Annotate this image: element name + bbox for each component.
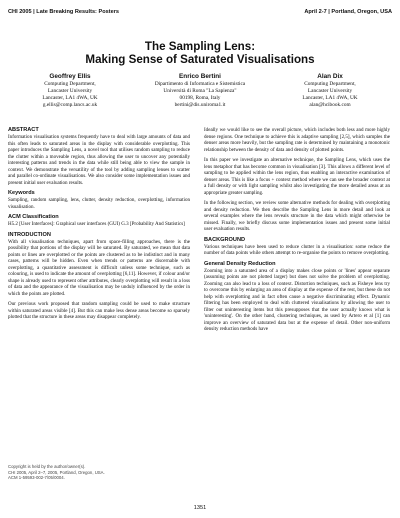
author-block (8, 73, 392, 109)
abstract-heading: ABSTRACT (8, 127, 39, 133)
copyright-line: CHI 2005, April 2–7, 2005, Portland, Oregon, USA. (8, 469, 105, 475)
keywords-text: Sampling, random sampling, lens, clutter, density reduction, overplotting, information visualisation. (8, 197, 190, 210)
introduction-heading: INTRODUCTION (8, 231, 51, 238)
author-affiliation: Computing Department, (44, 81, 96, 87)
title-line-2: Making Sense of Saturated Visualisations (85, 53, 315, 66)
author-email: alan@hcibook.com (309, 102, 351, 109)
author-1 (8, 73, 132, 109)
left-column (8, 127, 190, 325)
author-affiliation: Dipartimento di Informatica e Sistemistica (154, 81, 246, 87)
author-address: Lancaster, LA1 4WA, UK (302, 95, 358, 102)
body-paragraph-3: In the following section, we review some alternative methods for dealing with overplotting and density reduction. We then describe the Sampling Lens in more detail and look at several examples where the lens reveals structure in the data which might otherwise be missed. Finally, we briefly discuss some implementation issues and present some initial user evaluation results. (204, 200, 390, 232)
acm-text: H5.2 [User Interfaces]: Graphical user interfaces (GUI) G.3 [Probability And Statistics] (8, 221, 185, 227)
author-2 (138, 73, 262, 109)
header-right: April 2-7 | Portland, Oregon, USA (304, 9, 392, 15)
author-institution: Lancaster University (47, 88, 93, 95)
header-left: CHI 2005 | Late Breaking Results: Posters (8, 9, 119, 15)
author-name: Geoffrey Ellis (49, 73, 91, 80)
density-reduction-text: Zooming into a saturated area of a display makes close points or 'lines' appear separate (assuming points are not plotted larger) but does not solve the problem of overplotting. Zooming can also lead to a loss of context. Distortion techniques, such as Fisheye lens try to overcome this by enlarging an area of display at the expense of the rest, but these do not help with overplotting and in fact often cause a negative discriminating effect. Dynamic filtering has been employed to deal with cluttered visualisations by allowing the user to filter out uninteresting items but this presupposes that the user actually knows what is 'uninteresting'. On the other hand, clustering techniques, as used by Artero et al [1] can improve an overview of saturated data but at the expense of detail. Other non-uniform density reduction methods have (204, 267, 390, 332)
author-email: bertini@dis.uniroma1.it (174, 102, 226, 109)
background-text: Various techniques have been used to reduce clutter in a visualisation: some reduce the number of data points while others attempt to re-organise the points to remove overplotting. (204, 243, 390, 256)
abstract-text: Information visualisation systems frequently have to deal with large amounts of data and this often leads to saturated areas in the display with considerable overplotting. This paper introduces the Sampling Lens, a novel tool that utilises random sampling to reduce the clutter within a moveable region, thus allowing the user to uncover any potentially interesting patterns and trends in the data while still being able to view the sample in context. We demonstrate the versatility of the tool by adding sampling lenses to scatter and parallel co-ordinate visualisations. We also consider some implementation issues and present initial user evaluation results. (8, 134, 190, 186)
author-affiliation: Computing Department, (304, 81, 356, 87)
body-paragraph-1: Ideally we would like to see the overall picture, which includes both less and more highly dense regions. One technique to achieve this is adaptive sampling [2,5], which samples the denser areas more heavily, but the sampling rate is determined by maintaining a monotonic relationship between the density of data and density of plotted points. (204, 127, 390, 153)
author-institution: Lancaster University (307, 88, 353, 95)
introduction-paragraph-2: Our previous work proposed that random sampling could be used to make structure within saturated areas visible [4]. But this can make less dense areas become so sparsely plotted that the structure in these areas may disappear completely. (8, 301, 190, 320)
page-number: 1351 (193, 505, 207, 511)
author-email: g.ellis@comp.lancs.ac.uk (42, 102, 98, 109)
body-paragraph-2: In this paper we investigate an alternative technique, the Sampling Lens, which uses the lens metaphor that has become common in visualisation [3]. This allows a different level of sampling to be applied within the lens region, thus enabling an interactive examination of denser areas. This is like a focus + context method where we can see the broader context at a full density or with light sampling whilst also investigating the more detailed areas at an appropriate greater sampling. (204, 157, 390, 196)
author-institution: Università di Roma "La Sapienza" (163, 88, 237, 95)
density-reduction-heading: General Density Reduction (204, 260, 276, 267)
acm-heading: ACM Classification (8, 214, 59, 220)
paper-title (0, 40, 400, 66)
copyright-line: ACM 1-59593-002-7/05/0004. (8, 475, 65, 481)
author-3 (268, 73, 392, 109)
author-address: 00198, Roma, Italy (179, 95, 221, 102)
author-address: Lancaster, LA1 4WA, UK (42, 95, 98, 102)
introduction-paragraph-1: With all visualisation techniques, apart from space-filling approaches, there is the possibility that portions of the display will be saturated. By saturated, we mean that data points or lines are overplotted or the points are clustered as to be indistinct and in many cases, patterns will be hidden. Even when trends or patterns are discernable with overplotting, a quantitative assessment is difficult unless some technique, such as colouring, is used to indicate the amount of overplotting [6,11]. However, if colour and/or shape is already used to represent other attributes, clearly overplotting will result in a loss of data and the appearance of the visualisation may be unduly influenced by the order in which the points are plotted. (8, 238, 190, 297)
keywords-heading: Keywords (8, 190, 35, 196)
running-header (8, 9, 392, 15)
background-heading: BACKGROUND (204, 236, 246, 243)
author-name: Alan Dix (317, 73, 343, 80)
title-line-1: The Sampling Lens: (144, 40, 256, 53)
copyright-line: Copyright is held by the author/owner(s). (8, 464, 86, 469)
author-name: Enrico Bertini (179, 73, 221, 80)
copyright-notice (8, 464, 148, 481)
right-column (204, 127, 390, 337)
